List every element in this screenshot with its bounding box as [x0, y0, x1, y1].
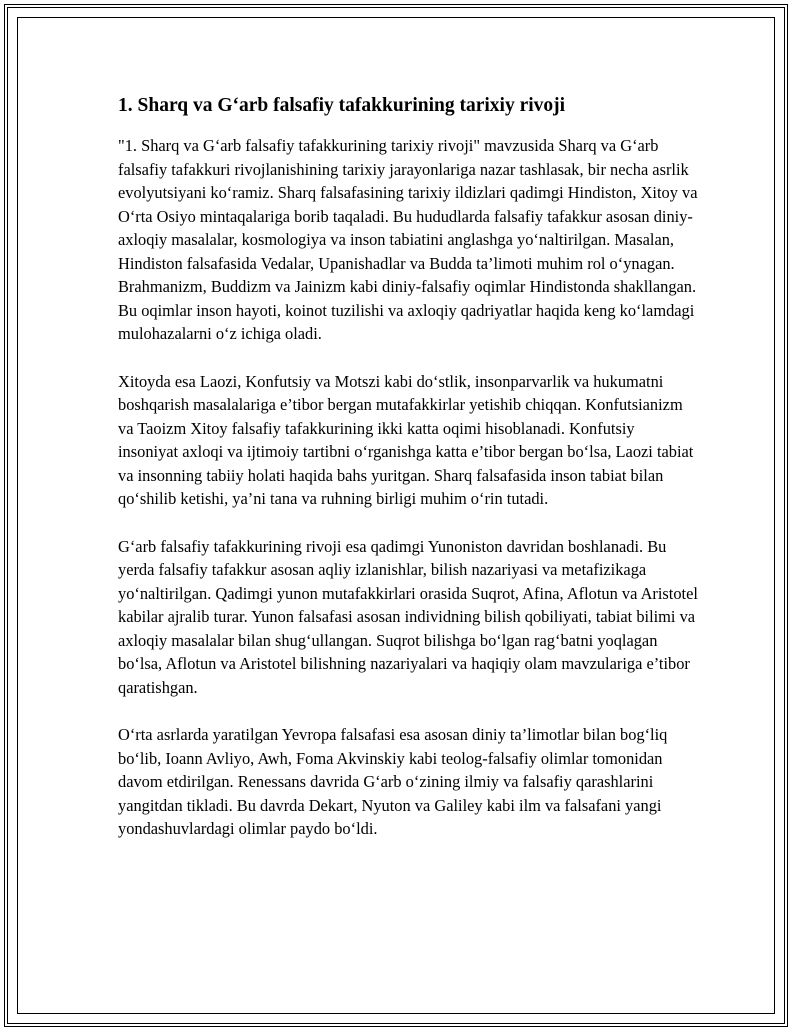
paragraph-3: G‘arb falsafiy tafakkurining rivoji esa qadimgi Yunoniston davridan boshlanadi. Bu yerda falsafiy tafakkur asosan aqliy izlanishlar, bilish nazariyasi va metafizikaga yo‘naltirilgan. Qadimgi yunon mutafakkirlari orasida Suqrot, Afina, Aflotun va Aristotel kabilar ajralib turar. Yunon falsafasi asosan individning bilish qobiliyati, tabiat bilimi va axloqiy masalalar bilan shug‘ullangan. Suqrot bilishga bo‘lgan rag‘batni yoqlagan bo‘lsa, Aflotun va Aristotel bilishning nazariyalari va haqiqiy olam mavzulariga e’tibor qaratishgan.	[118, 536, 698, 697]
paragraph-4: O‘rta asrlarda yaratilgan Yevropa falsafasi esa asosan diniy ta’limotlar bilan bog‘liq bo‘lib, Ioann Avliyo, Awh, Foma Akvinskiy kabi teolog-falsafiy olimlar tomonidan davom etdirilgan. Renessans davrida G‘arb o‘zining ilmiy va falsafiy qarashlarini yangitdan tikladi. Bu davrda Dekart, Nyuton va Galiley kabi ilm va falsafani yangi yondashuvlardagi olimlar paydo bo‘ldi.	[118, 725, 668, 838]
paragraph-1: "1. Sharq va G‘arb falsafiy tafakkurining tarixiy rivoji" mavzusida Sharq va G‘arb falsafiy tafakkuri rivojlanishining tarixiy jarayonlariga nazar tashlasak, bir necha asrlik evolyutsiyani ko‘ramiz. Sharq falsafasining tarixiy ildizlari qadimgi Hindiston, Xitoy va O‘rta Osiyo mintaqalariga borib taqaladi. Bu hududlarda falsafiy tafakkur asosan diniy-axloqiy masalalar, kosmologiya va inson tabiatini anglashga yo‘naltirilgan. Masalan, Hindiston falsafasida Vedalar, Upanishadlar va Budda ta’limoti muhim rol o‘ynagan. Brahmanizm, Buddizm va Jainizm kabi diniy-falsafiy oqimlar Hindistonda shakllangan. Bu oqimlar inson hayoti, koinot tuzilishi va axloqiy qadriyatlar haqida keng ko‘lamdagi mulohazalarni o‘z ichiga oladi.	[118, 136, 698, 343]
document-heading: 1. Sharq va G‘arb falsafiy tafakkurining tarixiy rivoji	[118, 95, 566, 116]
document-body	[118, 92, 698, 865]
paragraph-2: Xitoyda esa Laozi, Konfutsiy va Motszi kabi do‘stlik, insonparvarlik va hukumatni boshqarish masalalariga e’tibor bergan mutafakkirlar yetishib chiqqan. Konfutsianizm va Taoizm Xitoy falsafiy tafakkurining ikki katta oqimi hisoblanadi. Konfutsiy insoniyat axloqi va ijtimoiy tartibni o‘rganishga katta e’tibor bergan bo‘lsa, Laozi tabiat va insonning tabiiy holati haqida bahs yuritgan. Sharq falsafasida inson tabiat bilan qo‘shilib ketishi, ya’ni tana va ruhning birligi muhim o‘rin tutadi.	[118, 371, 694, 508]
